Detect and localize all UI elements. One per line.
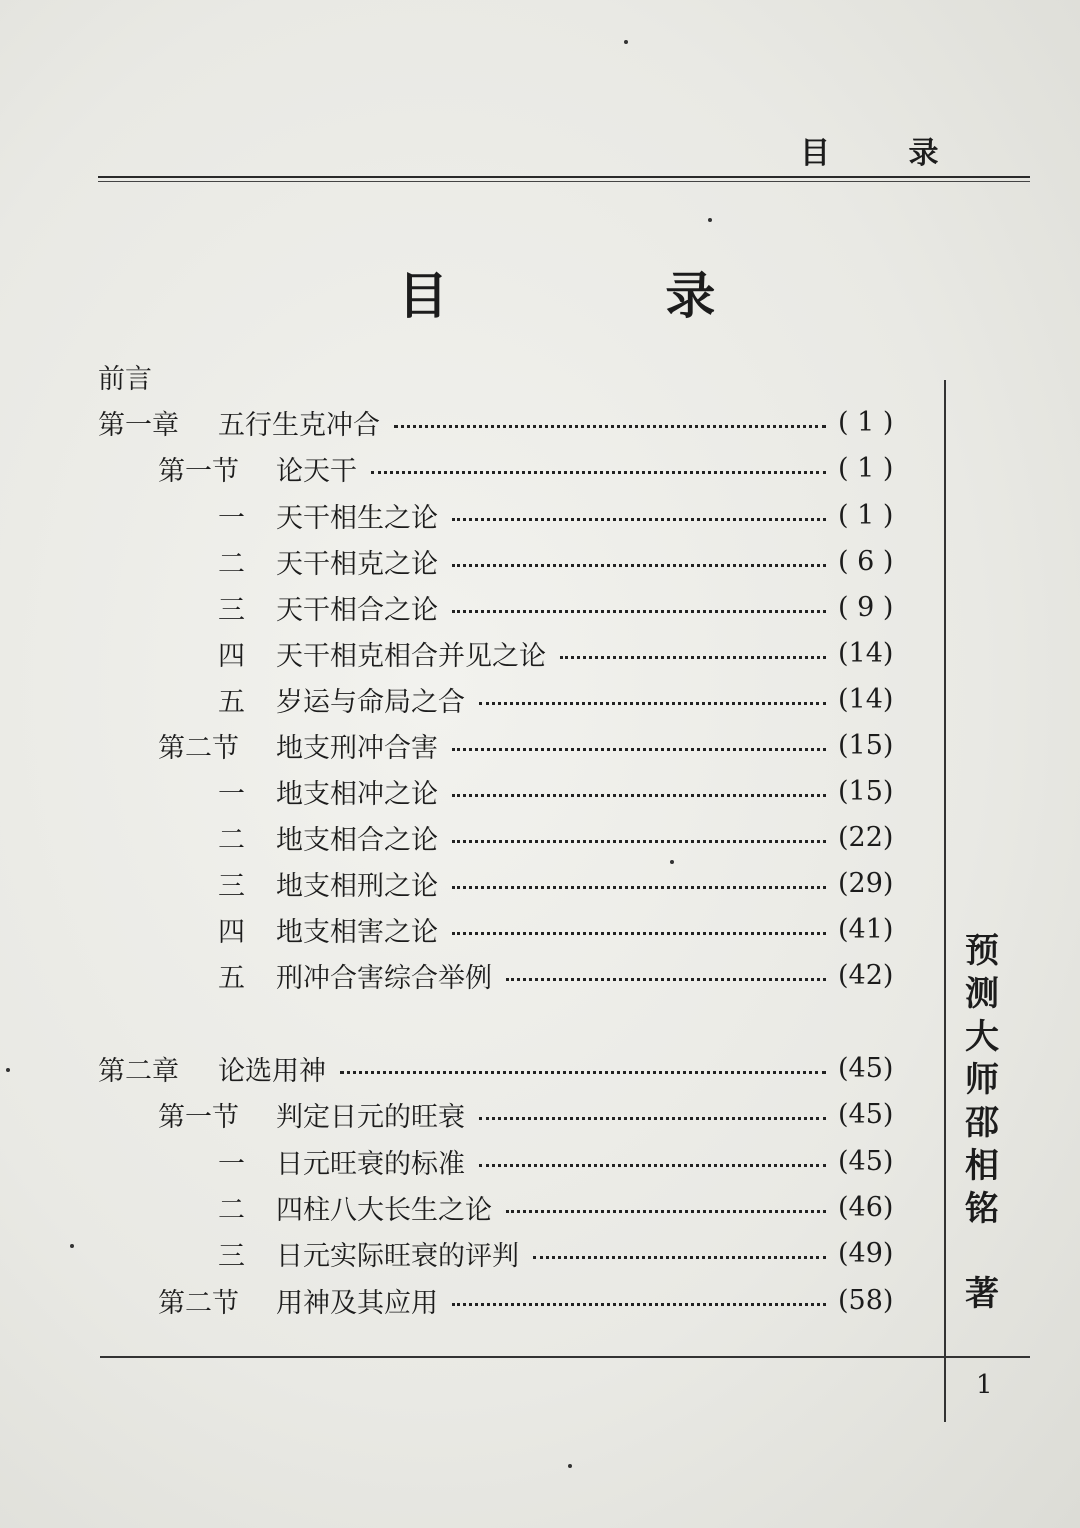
footer-rule [100,1356,1030,1358]
author-char: 铭 [965,1189,999,1229]
toc-entry-number: 四 [218,640,245,672]
toc-entry-title: 四柱八大长生之论 [276,1194,492,1226]
toc-entry [0,448,940,488]
toc-entry-page: (45) [838,1145,894,1177]
scan-speck [6,1068,10,1072]
toc-entry [0,863,940,903]
toc-entry-page: (29) [838,867,894,899]
toc-entry-title: 日元旺衰的标准 [276,1148,465,1180]
toc-entry-page: ( 1 ) [838,406,894,438]
author-credit [962,930,1002,1316]
toc-entry [0,587,940,627]
author-char: 大 [965,1017,999,1057]
toc-entry-title: 五行生克冲合 [218,409,380,441]
toc-leader-dots [479,1134,826,1167]
toc-entry [0,955,940,995]
toc-leader-dots [452,580,826,613]
header-rule [98,176,1030,178]
toc-entry-number: 第二节 [158,732,239,764]
toc-entry-page: (14) [838,683,894,715]
toc-entry-page: (41) [838,913,894,945]
toc-leader-dots [506,1180,826,1213]
toc-leader-dots [394,395,826,428]
toc-entry-page: (15) [838,729,894,761]
author-char: 相 [965,1146,999,1186]
scan-speck [568,1464,572,1468]
toc-leader-dots [506,948,826,981]
toc-entry-title: 论天干 [276,455,357,487]
margin-rule [944,380,946,1422]
preface-label: 前言 [98,363,152,395]
toc-entry-title: 天干相生之论 [276,502,438,534]
toc-entry-number: 一 [218,1148,245,1180]
toc-leader-dots [340,1041,826,1074]
toc-entry [0,817,940,857]
header-rule-thin [98,181,1030,182]
toc-entry-number: 二 [218,1194,245,1226]
toc-entry-number: 二 [218,824,245,856]
toc-leader-dots [479,672,826,705]
toc-leader-dots [452,810,826,843]
toc-entry [0,679,940,719]
toc-entry-number: 一 [218,502,245,534]
toc-entry-page: (46) [838,1191,894,1223]
toc-entry-title: 地支相合之论 [276,824,438,856]
toc-preface [98,356,152,396]
toc-entry-title: 论选用神 [218,1055,326,1087]
toc-entry-number: 三 [218,870,245,902]
running-title: 目 录 [800,136,973,171]
toc-entry-title: 判定日元的旺衰 [276,1101,465,1133]
author-char: 师 [965,1060,999,1100]
author-char: 测 [965,974,999,1014]
toc-entry-title: 天干相克之论 [276,548,438,580]
toc-entry-title: 日元实际旺衰的评判 [276,1240,519,1272]
toc-entry-number: 第一章 [98,409,179,441]
page-title: 目 录 [398,266,816,325]
toc-entry [0,633,940,673]
toc-entry-page: (42) [838,959,894,991]
toc-leader-dots [452,902,826,935]
toc-entry-page: (58) [838,1284,894,1316]
toc-entry-page: ( 1 ) [838,499,894,531]
toc-leader-dots [452,856,826,889]
toc-entry-number: 第一节 [158,455,239,487]
toc-entry-number: 第二章 [98,1055,179,1087]
toc-entry [0,402,940,442]
toc-entry-page: ( 1 ) [838,452,894,484]
toc-entry-title: 地支刑冲合害 [276,732,438,764]
toc-entry-number: 五 [218,686,245,718]
toc-leader-dots [533,1226,826,1259]
toc-entry-number: 一 [218,778,245,810]
scan-speck [670,860,674,864]
toc-leader-dots [452,718,826,751]
toc-leader-dots [371,441,826,474]
toc-entry-page: (45) [838,1098,894,1130]
toc-entry-number: 三 [218,594,245,626]
author-suffix: 著 [965,1274,999,1314]
scan-speck [70,1244,74,1248]
toc-entry-page: ( 6 ) [838,545,894,577]
toc-entry [0,541,940,581]
toc-entry [0,771,940,811]
toc-entry [0,1094,940,1134]
toc-entry-title: 岁运与命局之合 [276,686,465,718]
toc-entry-page: (45) [838,1052,894,1084]
toc-entry [0,1141,940,1181]
toc-leader-dots [560,626,826,659]
toc-entry [0,1233,940,1273]
toc-entry-number: 四 [218,916,245,948]
toc-entry-title: 天干相克相合并见之论 [276,640,546,672]
toc-entry-page: ( 9 ) [838,591,894,623]
toc-entry-number: 二 [218,548,245,580]
toc-entry [0,495,940,535]
toc-entry-title: 用神及其应用 [276,1287,438,1319]
toc-entry-title: 地支相害之论 [276,916,438,948]
toc-entry-number: 第一节 [158,1101,239,1133]
toc-entry [0,725,940,765]
scan-speck [624,40,628,44]
toc-entry [0,909,940,949]
page-number: 1 [976,1370,993,1400]
toc-leader-dots [452,764,826,797]
toc-entry-page: (15) [838,775,894,807]
toc-entry-number: 五 [218,962,245,994]
toc-leader-dots [452,534,826,567]
toc-entry [0,1280,940,1320]
toc-entry-page: (22) [838,821,894,853]
toc-entry-title: 天干相合之论 [276,594,438,626]
toc-entry-page: (14) [838,637,894,669]
author-char: 预 [965,931,999,971]
toc-entry [0,1048,940,1088]
toc-entry-number: 第二节 [158,1287,239,1319]
toc-entry-title: 地支相刑之论 [276,870,438,902]
toc-entry-number: 三 [218,1240,245,1272]
toc-entry-title: 刑冲合害综合举例 [276,962,492,994]
author-char: 邵 [965,1103,999,1143]
scan-speck [708,218,712,222]
toc-entry-title: 地支相冲之论 [276,778,438,810]
toc-entry [0,1187,940,1227]
toc-leader-dots [479,1087,826,1120]
toc-leader-dots [452,1273,826,1306]
toc-entry-page: (49) [838,1237,894,1269]
toc-leader-dots [452,488,826,521]
